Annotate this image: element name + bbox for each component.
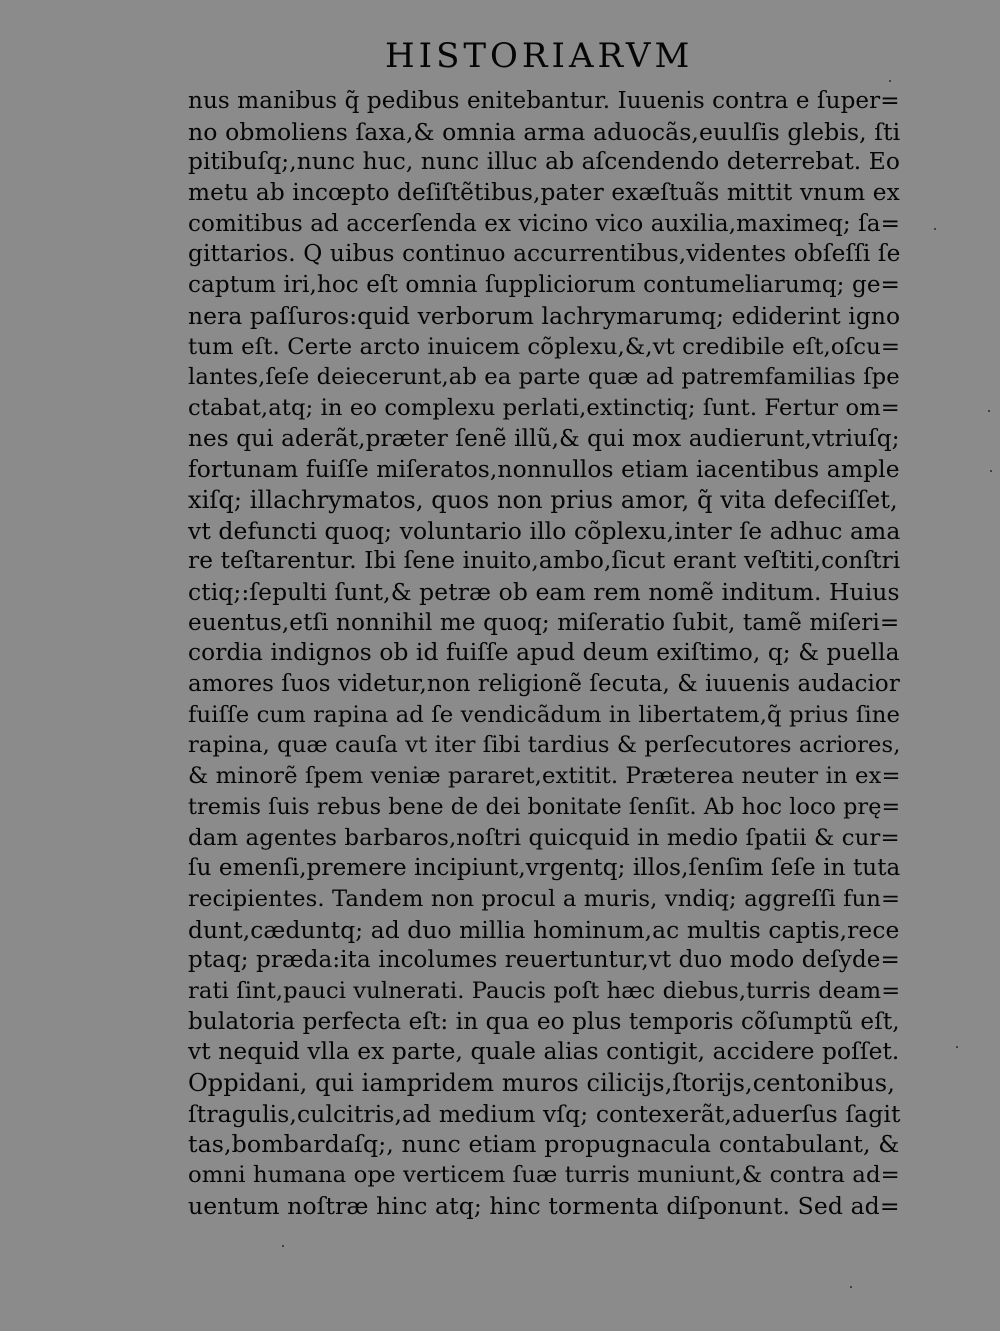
ink-speck <box>850 1286 852 1288</box>
text-line: fuiſſe cum rapina ad ſe vendicãdum in libertatem,q̃ prius ſine <box>188 701 901 728</box>
text-line: re teſtarentur. Ibi ſene inuito,ambo,ſicut erant veſtiti,conſtri <box>188 547 901 575</box>
text-line: fortunam fuiſſe miſeratos,nonnullos etiam iacentibus ample <box>188 455 900 484</box>
text-line: gittarios. Q uibus continuo accurrentibus,videntes obſeſſi ſe <box>188 240 901 268</box>
text-line: ctiq;:ſepulti ſunt,& petræ ob eam rem nomẽ inditum. Huius <box>188 578 900 606</box>
text-line: metu ab incœpto deſiſtẽtibus,pater exæſtuãs mittit vnum ex <box>188 179 900 207</box>
text-line: ſtragulis,culcitris,ad medium vſq; contexerãt,aduerſus ſagit <box>188 1099 901 1128</box>
text-line: vt nequid vlla ex parte, quale alias contigit, accidere poſſet. <box>188 1038 900 1066</box>
text-line: nera paſſuros:quid verborum lachrymarumq; ediderint igno <box>188 301 901 330</box>
text-line: tum eſt. Certe arcto inuicem cõplexu,&,vt credibile eſt,oſcu= <box>188 333 901 360</box>
text-line: Oppidani, qui iampridem muros cilicijs,ſtorijs,centonibus, <box>188 1069 895 1097</box>
text-line: uentum noſtræ hinc atq; hinc tormenta diſponunt. Sed ad= <box>188 1191 900 1220</box>
text-line: rati ſint,pauci vulnerati. Paucis poſt hæc diebus,turris deam= <box>188 977 901 1004</box>
ink-speck <box>282 1245 284 1247</box>
text-line: ptaq; præda:ita incolumes reuertuntur,vt duo modo deſyde= <box>188 947 900 974</box>
text-line: lantes,ſeſe deiecerunt,ab ea parte quæ ad patremfamilias ſpe <box>188 364 900 391</box>
text-line: ſu emenſi,premere incipiunt,vrgentq; illos,ſenſim ſeſe in tuta <box>188 855 901 882</box>
ink-speck <box>889 80 891 82</box>
text-line: nus manibus q̃ pedibus enitebantur. Iuuenis contra e ſuper= <box>188 88 900 114</box>
text-line: ctabat,atq; in eo complexu perlati,extinctiq; ſunt. Fertur om= <box>188 394 900 421</box>
text-line: pitibuſq;,nunc huc, nunc illuc ab aſcendendo deterrebat. Eo <box>188 148 900 176</box>
ink-speck <box>990 470 992 472</box>
ink-speck <box>956 1046 958 1048</box>
text-line: cordia indignos ob id fuiſſe apud deum exiſtimo, q; & puella <box>188 639 900 667</box>
text-line: euentus,etſi nonnihil me quoq; miſeratio ſubit, tamẽ miſeri= <box>188 609 900 636</box>
body-text <box>188 86 918 1221</box>
text-line: dunt,cæduntq; ad duo millia hominum,ac multis captis,rece <box>188 915 900 944</box>
ink-speck <box>934 228 936 230</box>
text-line: comitibus ad accerſenda ex vicino vico auxilia,maximeq; ſa= <box>188 210 901 237</box>
text-line: rapina, quæ cauſa vt iter ſibi tardius & perſecutores acriores, <box>188 732 901 759</box>
text-line: & minorẽ ſpem veniæ pararet,extitit. Præterea neuter in ex= <box>188 763 901 790</box>
text-line: nes qui aderãt,præter ſenẽ illũ,& qui mox audierunt,vtriuſq; <box>188 425 900 452</box>
text-line: dam agentes barbaros,noſtri quicquid in medio ſpatii & cur= <box>188 824 900 851</box>
text-line: captum iri,hoc eſt omnia ſuppliciorum contumeliarumq; ge= <box>188 272 900 299</box>
text-line: tremis ſuis rebus bene de dei bonitate ſenſit. Ab hoc loco prę= <box>188 793 901 820</box>
text-line: tas,bombardaſq;, nunc etiam propugnacula contabulant, & <box>188 1130 900 1159</box>
text-line: omni humana ope verticem ſuæ turris muniunt,& contra ad= <box>188 1162 900 1189</box>
text-line: bulatoria perfecta eſt: in qua eo plus temporis cõſumptũ eſt, <box>188 1008 900 1035</box>
text-line: amores ſuos videtur,non religionẽ ſecuta, & iuuenis audacior <box>188 671 900 698</box>
text-line: vt defuncti quoq; voluntario illo cõplexu,inter ſe adhuc ama <box>188 516 901 545</box>
ink-speck <box>988 410 990 412</box>
running-head: HISTORIARVM <box>385 36 694 76</box>
text-line: xiſq; illachrymatos, quos non prius amor, q̃ vita defeciſſet, <box>188 485 898 514</box>
text-line: no obmoliens ſaxa,& omnia arma aduocãs,euulſis glebis, ſti <box>188 117 901 146</box>
text-line: recipientes. Tandem non procul a muris, vndiq; aggreſſi fun= <box>188 885 901 912</box>
